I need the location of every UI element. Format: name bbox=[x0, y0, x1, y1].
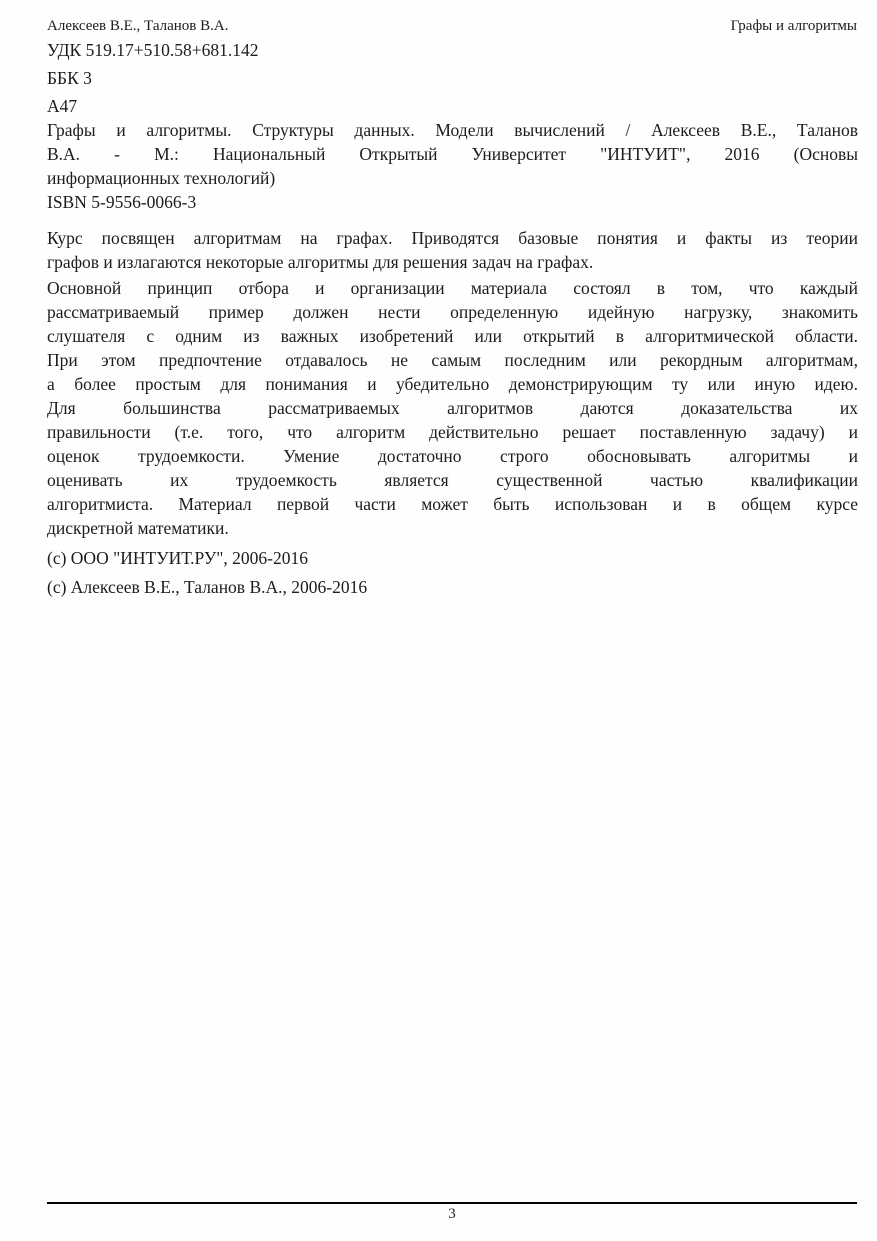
page-number: 3 bbox=[448, 1206, 456, 1222]
annotation-line: Курс посвящен алгоритмам на графах. Приводятся базовые понятия и факты из теории bbox=[47, 228, 858, 248]
description-line: При этом предпочтение отдавалось не самым последним или рекордным алгоритмам, bbox=[47, 350, 858, 370]
annotation-paragraph bbox=[47, 226, 858, 274]
page-content bbox=[47, 38, 858, 599]
description-line: Для большинства рассматриваемых алгоритмов даются доказательства их bbox=[47, 398, 858, 418]
description-line: дискретной математики. bbox=[47, 518, 229, 538]
description-line: правильности (т.е. того, что алгоритм действительно решает поставленную задачу) и bbox=[47, 422, 858, 442]
header-book-title: Графы и алгоритмы bbox=[730, 18, 857, 34]
description-line: оценивать их трудоемкость является существенной частью квалификации bbox=[47, 470, 858, 490]
copyright-authors: (с) Алексеев В.Е., Таланов В.А., 2006-2016 bbox=[47, 577, 368, 597]
bibliography-line: Графы и алгоритмы. Структуры данных. Модели вычислений / Алексеев В.Е., Таланов bbox=[47, 120, 858, 140]
description-line: Основной принцип отбора и организации материала состоял в том, что каждый bbox=[47, 278, 858, 298]
description-paragraph bbox=[47, 276, 858, 540]
bbk-line: ББК 3 bbox=[47, 68, 92, 88]
udk-line: УДК 519.17+510.58+681.142 bbox=[47, 40, 259, 60]
isbn-line: ISBN 5-9556-0066-3 bbox=[47, 192, 197, 212]
page-header bbox=[47, 17, 857, 35]
description-line: слушателя с одним из важных изобретений или открытий в алгоритмической области. bbox=[47, 326, 858, 346]
bibliography-line: информационных технологий) bbox=[47, 168, 276, 188]
author-code-line: А47 bbox=[47, 96, 78, 116]
description-line: рассматриваемый пример должен нести определенную идейную нагрузку, знакомить bbox=[47, 302, 858, 322]
header-authors: Алексеев В.Е., Таланов В.А. bbox=[47, 18, 229, 34]
description-line: алгоритмиста. Материал первой части может быть использован и в общем курсе bbox=[47, 494, 858, 514]
page-footer bbox=[47, 1202, 857, 1223]
description-line: а более простым для понимания и убедительно демонстрирующим ту или иную идею. bbox=[47, 374, 858, 394]
copyright-publisher: (с) ООО "ИНТУИТ.РУ", 2006-2016 bbox=[47, 548, 308, 568]
annotation-line: графов и излагаются некоторые алгоритмы для решения задач на графах. bbox=[47, 252, 594, 272]
bibliography-paragraph bbox=[47, 118, 858, 190]
description-line: оценок трудоемкости. Умение достаточно строго обосновывать алгоритмы и bbox=[47, 446, 858, 466]
bibliography-line: В.А. - М.: Национальный Открытый Университет "ИНТУИТ", 2016 (Основы bbox=[47, 144, 858, 164]
